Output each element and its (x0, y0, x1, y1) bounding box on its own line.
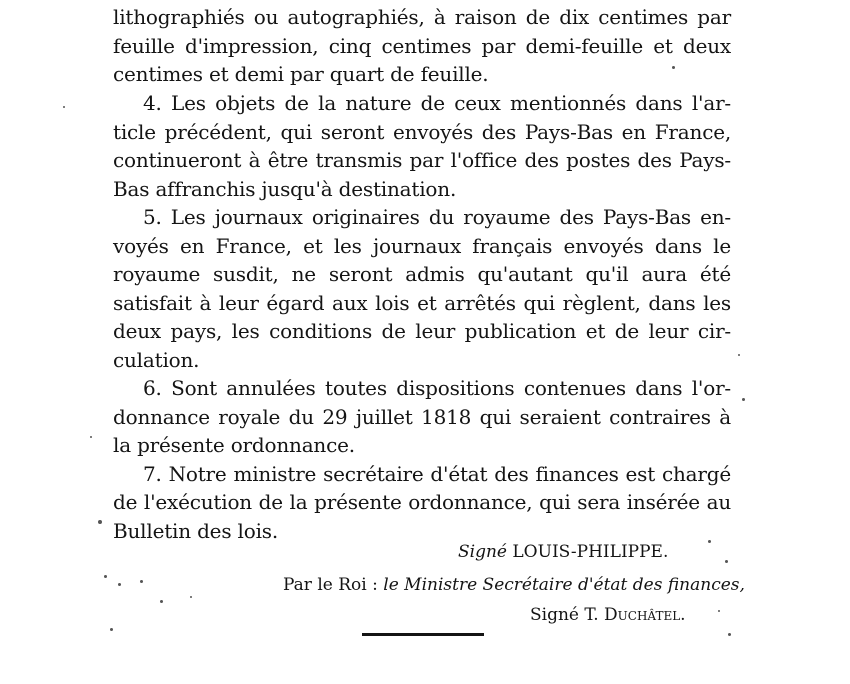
minister-name: Duchâtel. (604, 605, 686, 625)
article-5-line-2: voyés en France, et les journaux français envoyés dans le (113, 234, 731, 258)
minister-title: le Ministre Secrétaire d'état des finances, (383, 575, 745, 595)
article-7-line-3: Bulletin des lois. (113, 519, 278, 543)
article-5-line-4: satisfait à leur égard aux lois et arrêtés qui règlent, dans les (113, 291, 731, 315)
scan-speck (118, 583, 121, 586)
scan-speck (104, 575, 107, 578)
article-6-line-3: la présente ordonnance. (113, 433, 355, 457)
scan-speck (672, 66, 675, 69)
scan-speck (728, 633, 731, 636)
par-le-roi: Par le Roi : (283, 575, 378, 595)
scan-speck (742, 398, 745, 401)
scan-speck (160, 600, 163, 603)
king-name: LOUIS-PHILIPPE. (512, 542, 669, 562)
text-line-1: lithographiés ou autographiés, à raison de dix centimes par (113, 5, 731, 29)
scan-speck (140, 580, 143, 583)
article-5-line-5: deux pays, les conditions de leur publication et de leur cir- (113, 319, 731, 343)
king-signature (458, 540, 668, 564)
article-5-line-1: 5. Les journaux originaires du royaume des Pays-Bas en- (143, 205, 731, 229)
article-7-line-2: de l'exécution de la présente ordonnance, qui sera insérée au (113, 490, 731, 514)
article-7-line-1: 7. Notre ministre secrétaire d'état des finances est chargé (143, 462, 731, 486)
article-4-line-3: continueront à être transmis par l'office des postes des Pays- (113, 148, 731, 172)
countersignature-line (283, 573, 745, 597)
text-line-3: centimes et demi par quart de feuille. (113, 62, 489, 86)
scan-speck (110, 628, 113, 631)
scan-speck (738, 354, 740, 356)
signe-label: Signé (458, 542, 507, 562)
article-4-line-4: Bas affranchis jusqu'à destination. (113, 177, 457, 201)
article-6-line-1: 6. Sont annulées toutes dispositions contenues dans l'or- (143, 376, 731, 400)
minister-signature (530, 603, 686, 627)
scan-speck (708, 540, 711, 543)
article-5-line-3: royaume susdit, ne seront admis qu'autant qu'il aura été (113, 262, 731, 286)
scan-speck (725, 560, 728, 563)
signe-label-2: Signé (530, 605, 579, 625)
scan-speck (90, 436, 92, 438)
article-6-line-2: donnance royale du 29 juillet 1818 qui seraient contraires à (113, 405, 731, 429)
scan-speck (718, 610, 720, 612)
minister-initial: T. (584, 605, 599, 625)
text-line-2: feuille d'impression, cinq centimes par demi-feuille et deux (113, 34, 731, 58)
scan-speck (190, 596, 192, 598)
article-4-line-2: ticle précédent, qui seront envoyés des Pays-Bas en France, (113, 120, 731, 144)
scan-speck (63, 106, 65, 108)
closing-rule (362, 633, 484, 636)
scan-speck (98, 520, 102, 524)
article-5-line-6: culation. (113, 348, 200, 372)
article-4-line-1: 4. Les objets de la nature de ceux mentionnés dans l'ar- (143, 91, 731, 115)
